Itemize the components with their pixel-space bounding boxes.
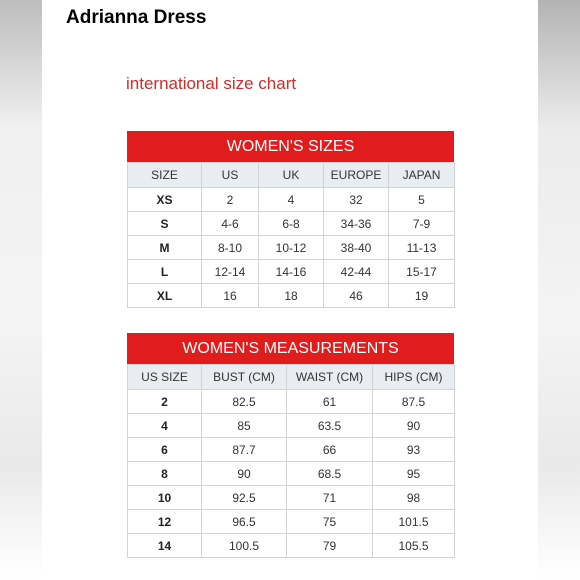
- column-header: US: [202, 163, 259, 188]
- table-row: [128, 534, 455, 558]
- table-cell: 38-40: [324, 236, 389, 260]
- table-cell: 63.5: [287, 414, 373, 438]
- column-header: WAIST (CM): [287, 365, 373, 390]
- table-row: [128, 486, 455, 510]
- table-cell: 42-44: [324, 260, 389, 284]
- table-cell: 11-13: [389, 236, 455, 260]
- column-header: JAPAN: [389, 163, 455, 188]
- table-cell: 2: [202, 188, 259, 212]
- table-cell: 68.5: [287, 462, 373, 486]
- table-cell: 32: [324, 188, 389, 212]
- table-cell: 15-17: [389, 260, 455, 284]
- size-cell: XS: [128, 188, 202, 212]
- table-cell: 90: [202, 462, 287, 486]
- size-cell: S: [128, 212, 202, 236]
- size-cell: M: [128, 236, 202, 260]
- table-cell: 98: [373, 486, 455, 510]
- right-background-strip: [538, 0, 580, 580]
- table-cell: 4: [259, 188, 324, 212]
- table-row: [128, 212, 455, 236]
- table-row: [128, 236, 455, 260]
- table-cell: 90: [373, 414, 455, 438]
- table-cell: 19: [389, 284, 455, 308]
- table-cell: 71: [287, 486, 373, 510]
- table-cell: 93: [373, 438, 455, 462]
- column-header: BUST (CM): [202, 365, 287, 390]
- table-cell: 34-36: [324, 212, 389, 236]
- table-cell: 105.5: [373, 534, 455, 558]
- table-row: [128, 284, 455, 308]
- us-size-cell: 10: [128, 486, 202, 510]
- size-cell: XL: [128, 284, 202, 308]
- table-cell: 14-16: [259, 260, 324, 284]
- table-cell: 61: [287, 390, 373, 414]
- size-chart-heading: international size chart: [126, 74, 297, 93]
- column-header: SIZE: [128, 163, 202, 188]
- us-size-cell: 2: [128, 390, 202, 414]
- table-cell: 7-9: [389, 212, 455, 236]
- table-cell: 10-12: [259, 236, 324, 260]
- table-cell: 101.5: [373, 510, 455, 534]
- table-row: [128, 510, 455, 534]
- column-header: UK: [259, 163, 324, 188]
- table-cell: 100.5: [202, 534, 287, 558]
- womens-measurements-table: [127, 364, 455, 558]
- table-cell: 85: [202, 414, 287, 438]
- table-cell: 75: [287, 510, 373, 534]
- us-size-cell: 12: [128, 510, 202, 534]
- table-cell: 66: [287, 438, 373, 462]
- table-cell: 79: [287, 534, 373, 558]
- table-cell: 92.5: [202, 486, 287, 510]
- table-cell: 46: [324, 284, 389, 308]
- page-title: Adrianna Dress: [66, 7, 207, 28]
- table-row: [128, 260, 455, 284]
- left-background-strip: [0, 0, 42, 580]
- table-cell: 4-6: [202, 212, 259, 236]
- table-cell: 95: [373, 462, 455, 486]
- table-header-row: [128, 365, 455, 390]
- table-cell: 12-14: [202, 260, 259, 284]
- column-header: EUROPE: [324, 163, 389, 188]
- table-cell: 16: [202, 284, 259, 308]
- womens-measurements-section: [127, 333, 454, 558]
- us-size-cell: 6: [128, 438, 202, 462]
- table-header-row: [128, 163, 455, 188]
- table-cell: 18: [259, 284, 324, 308]
- table-cell: 82.5: [202, 390, 287, 414]
- womens-sizes-banner: WOMEN'S SIZES: [127, 131, 454, 162]
- womens-measurements-banner: WOMEN'S MEASUREMENTS: [127, 333, 454, 364]
- column-header: HIPS (CM): [373, 365, 455, 390]
- womens-sizes-table: [127, 162, 455, 308]
- table-row: [128, 438, 455, 462]
- us-size-cell: 14: [128, 534, 202, 558]
- table-cell: 6-8: [259, 212, 324, 236]
- us-size-cell: 8: [128, 462, 202, 486]
- table-row: [128, 390, 455, 414]
- table-cell: 5: [389, 188, 455, 212]
- column-header: US SIZE: [128, 365, 202, 390]
- table-row: [128, 462, 455, 486]
- table-cell: 87.5: [373, 390, 455, 414]
- size-cell: L: [128, 260, 202, 284]
- table-cell: 87.7: [202, 438, 287, 462]
- table-row: [128, 414, 455, 438]
- us-size-cell: 4: [128, 414, 202, 438]
- table-row: [128, 188, 455, 212]
- womens-sizes-section: [127, 131, 454, 308]
- table-cell: 8-10: [202, 236, 259, 260]
- table-cell: 96.5: [202, 510, 287, 534]
